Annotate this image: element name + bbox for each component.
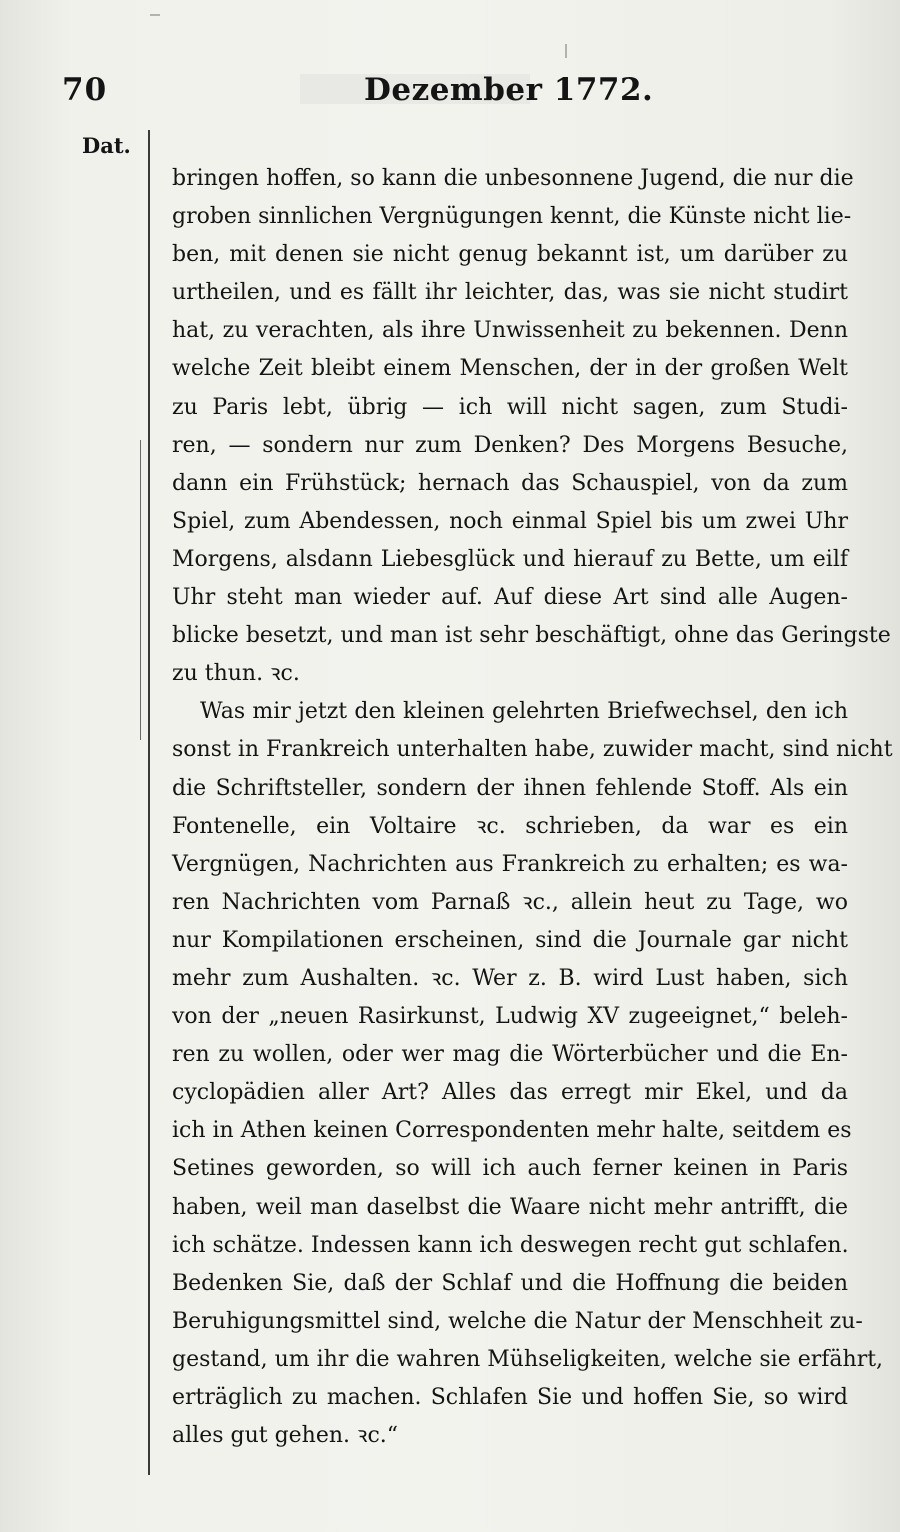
text-line: blicke besetzt, und man ist sehr beschäftigt, ohne das Geringste	[172, 623, 891, 649]
page-number: 70	[62, 72, 108, 108]
text-line: Vergnügen, Nachrichten aus Frankreich zu erhalten; es wa-	[172, 851, 848, 877]
running-head: Dezember 1772.	[364, 72, 654, 108]
text-line: groben sinnlichen Vergnügungen kennt, die Künste nicht lie-	[172, 204, 852, 230]
text-line: alles gut gehen. ꝛc.“	[172, 1423, 399, 1449]
text-line: Was mir jetzt den kleinen gelehrten Briefwechsel, den ich	[200, 699, 848, 725]
text-line: hat, zu verachten, als ihre Unwissenheit zu bekennen. Denn	[172, 318, 848, 344]
text-line: urtheilen, und es fällt ihr leichter, das, was sie nicht studirt	[172, 280, 848, 306]
body-text	[172, 160, 893, 1455]
text-line: ben, mit denen sie nicht genug bekannt ist, um darüber zu	[172, 242, 848, 268]
text-line: bringen hoffen, so kann die unbesonnene Jugend, die nur die	[172, 166, 854, 191]
page-header	[62, 68, 852, 112]
text-line: cyclopädien aller Art? Alles das erregt mir Ekel, und da	[172, 1080, 848, 1106]
text-line: zu thun. ꝛc.	[172, 661, 300, 687]
text-line: ren, — sondern nur zum Denken? Des Morgens Besuche,	[172, 432, 848, 458]
text-line: Fontenelle, ein Voltaire ꝛc. schrieben, da war es ein	[172, 813, 848, 839]
text-line: nur Kompilationen erscheinen, sind die Journale gar nicht	[172, 927, 848, 953]
text-line: dann ein Frühstück; hernach das Schauspiel, von da zum	[172, 470, 848, 496]
text-line: mehr zum Aushalten. ꝛc. Wer z. B. wird Lust haben, sich	[172, 965, 848, 991]
text-line: von der „neuen Rasirkunst, Ludwig XV zugeeignet,“ beleh-	[172, 1004, 848, 1030]
text-line: Spiel, zum Abendessen, noch einmal Spiel bis um zwei Uhr	[172, 508, 848, 534]
paragraph	[172, 693, 893, 1455]
text-line: ren Nachrichten vom Parnaß ꝛc., allein heut zu Tage, wo	[172, 889, 848, 915]
text-line: Morgens, alsdann Liebesglück und hierauf zu Bette, um eilf	[172, 546, 848, 572]
margin-rule	[148, 130, 150, 1475]
text-line: sonst in Frankreich unterhalten habe, zuwider macht, sind nicht	[172, 737, 893, 763]
edge-mark-top-2	[565, 44, 567, 58]
text-line: welche Zeit bleibt einem Menschen, der in der großen Welt	[172, 356, 848, 382]
margin-rule-secondary	[140, 440, 141, 740]
text-line: ren zu wollen, oder wer mag die Wörterbücher und die En-	[172, 1042, 848, 1068]
text-line: haben, weil man daselbst die Waare nicht mehr antrifft, die	[172, 1194, 848, 1220]
paragraph	[172, 160, 891, 693]
text-line: Bedenken Sie, daß der Schlaf und die Hoffnung die beiden	[172, 1270, 848, 1296]
text-line: Setines geworden, so will ich auch ferner keinen in Paris	[172, 1156, 848, 1182]
margin-label: Dat.	[82, 133, 131, 158]
text-line: ich in Athen keinen Correspondenten mehr halte, seitdem es	[172, 1118, 852, 1144]
text-line: Uhr steht man wieder auf. Auf diese Art sind alle Augen-	[172, 585, 848, 611]
text-line: zu Paris lebt, übrig — ich will nicht sagen, zum Studi-	[172, 394, 848, 420]
text-line: gestand, um ihr die wahren Mühseligkeiten, welche sie erfährt,	[172, 1346, 884, 1372]
text-line: Beruhigungsmittel sind, welche die Natur der Menschheit zu-	[172, 1308, 863, 1334]
text-line: ich schätze. Indessen kann ich deswegen recht gut schlafen.	[172, 1232, 849, 1258]
text-line: erträglich zu machen. Schlafen Sie und hoffen Sie, so wird	[172, 1385, 848, 1410]
edge-mark-top	[150, 14, 160, 16]
text-line: die Schriftsteller, sondern der ihnen fehlende Stoff. Als ein	[172, 775, 848, 801]
